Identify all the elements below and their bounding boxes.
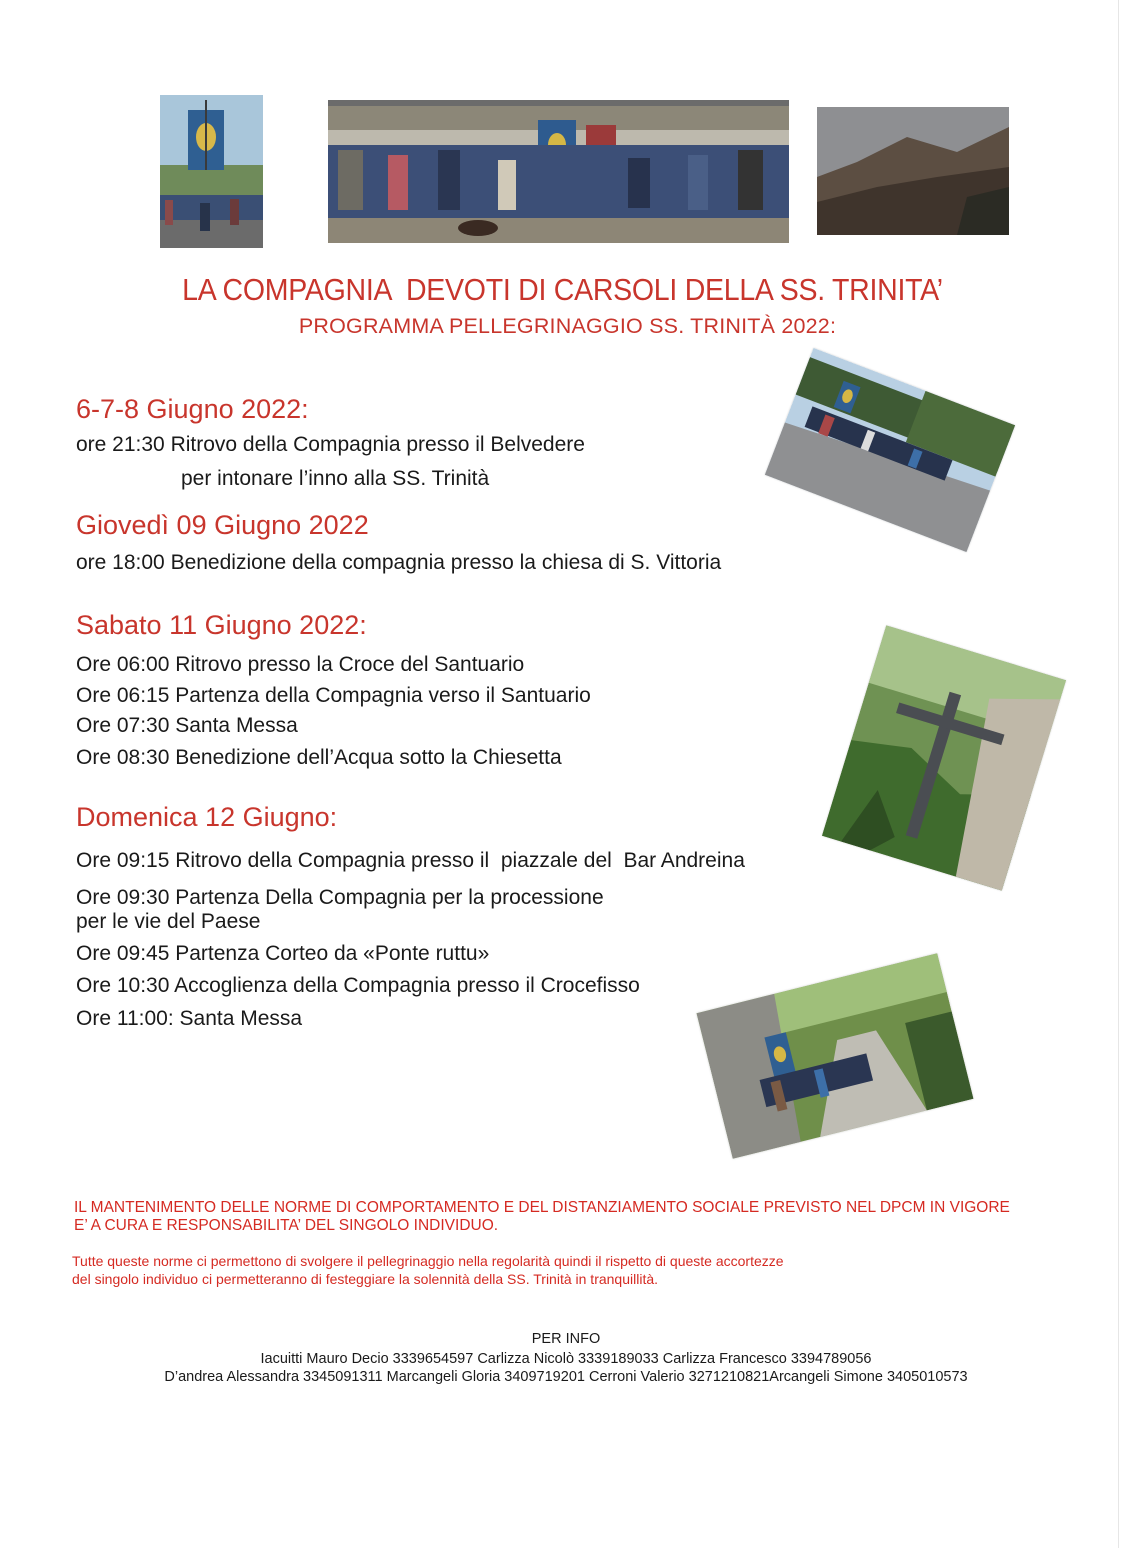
road-procession-photo xyxy=(765,348,1015,552)
notice-small-line: del singolo individuo ci permetteranno di festeggiare la solennità della SS. Trinità in tranquillità. xyxy=(72,1271,659,1287)
notice-caps-line: IL MANTENIMENTO DELLE NORME DI COMPORTAMENTO E DEL DISTANZIAMENTO SOCIALE PREVISTO NEL DPCM IN VIGORE xyxy=(74,1199,1010,1216)
mountain-rock-photo xyxy=(817,107,1009,235)
notice-caps-line: E’ A CURA E RESPONSABILITA’ DEL SINGOLO INDIVIDUO. xyxy=(74,1217,499,1234)
program-line: ore 21:30 Ritrovo della Compagnia presso il Belvedere xyxy=(76,433,585,456)
sanctuary-path-photo xyxy=(697,953,974,1159)
program-line: Ore 09:30 Partenza Della Compagnia per la processione xyxy=(76,886,604,909)
program-line: per intonare l’inno alla SS. Trinità xyxy=(181,467,490,490)
program-line: Ore 09:15 Ritrovo della Compagnia presso il piazzale del Bar Andreina xyxy=(76,849,745,872)
cross-photo xyxy=(822,625,1066,890)
notice-small-line: Tutte queste norme ci permettono di svolgere il pellegrinaggio nella regolarità quindi il rispetto di queste accortezze xyxy=(72,1253,784,1269)
group-photo xyxy=(328,100,789,243)
program-line: ore 18:00 Benedizione della compagnia presso la chiesa di S. Vittoria xyxy=(76,551,722,574)
program-line: Ore 08:30 Benedizione dell’Acqua sotto la Chiesetta xyxy=(76,746,562,769)
program-line: Ore 09:45 Partenza Corteo da «Ponte ruttu» xyxy=(76,942,490,965)
page-edge xyxy=(1118,0,1119,1548)
section-heading: Giovedì 09 Giugno 2022 xyxy=(76,510,369,540)
section-heading: 6-7-8 Giugno 2022: xyxy=(76,394,309,424)
program-line: Ore 06:15 Partenza della Compagnia verso il Santuario xyxy=(76,684,591,707)
program-line: Ore 10:30 Accoglienza della Compagnia presso il Crocefisso xyxy=(76,974,640,997)
banner-procession-photo xyxy=(160,95,263,248)
program-line: Ore 11:00: Santa Messa xyxy=(76,1007,303,1030)
flyer-subtitle: PROGRAMMA PELLEGRINAGGIO SS. TRINITÀ 2022: xyxy=(298,314,837,338)
flyer-title: LA COMPAGNIA DEVOTI DI CARSOLI DELLA SS. TRINITA’ xyxy=(182,272,943,307)
program-line: per le vie del Paese xyxy=(76,910,261,933)
section-heading: Domenica 12 Giugno: xyxy=(76,802,338,832)
info-heading: PER INFO xyxy=(531,1331,601,1347)
info-contacts-line: D’andrea Alessandra 3345091311 Marcangeli Gloria 3409719201 Cerroni Valerio 3271210821Arcangeli Simone 3405010573 xyxy=(164,1369,968,1385)
program-line: Ore 06:00 Ritrovo presso la Croce del Santuario xyxy=(76,653,525,676)
section-heading: Sabato 11 Giugno 2022: xyxy=(76,610,367,640)
info-contacts-line: Iacuitti Mauro Decio 3339654597 Carlizza Nicolò 3339189033 Carlizza Francesco 3394789056 xyxy=(260,1351,872,1367)
program-line: Ore 07:30 Santa Messa xyxy=(76,714,298,737)
